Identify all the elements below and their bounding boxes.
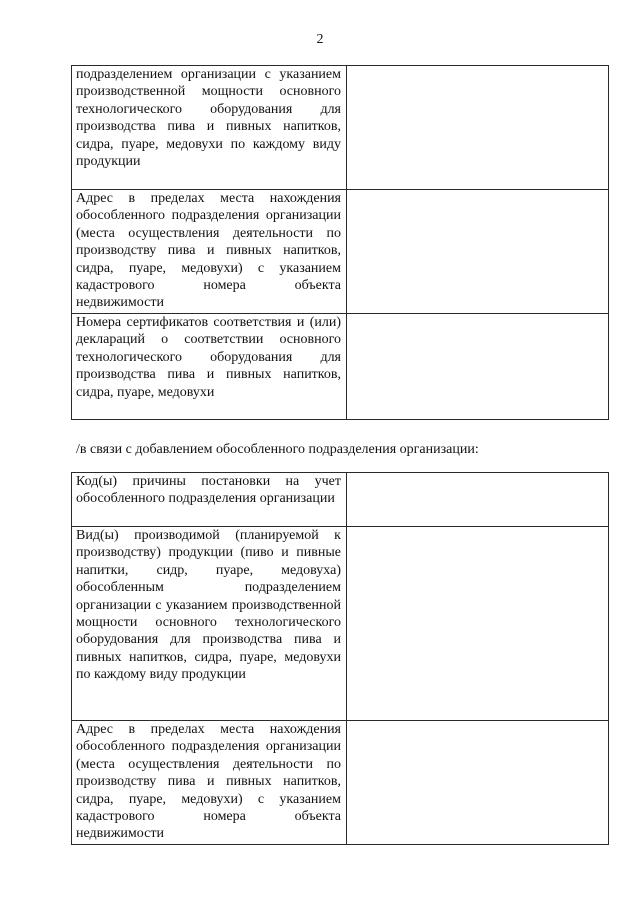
table-row <box>72 721 609 845</box>
table-row <box>72 527 609 721</box>
row-label-certificates: Номера сертификатов соответствия и (или) деклараций о соответствии основного технологического оборудования для производства пива и пивных напитков, сидра, пуаре, медовухи <box>72 314 347 420</box>
row-value-field[interactable] <box>347 66 609 190</box>
row-label-registration-reason-code: Код(ы) причины постановки на учет обособленного подразделения организации <box>72 473 347 527</box>
table-row <box>72 66 609 190</box>
row-label-address: Адрес в пределах места нахождения обособленного подразделения организации (места осуществления деятельности по производству пива и пивных напитков, сидра, пуаре, медовухи) с указанием кадастрового номера объекта недвижимости <box>72 190 347 314</box>
page-number: 2 <box>316 32 324 47</box>
row-label-production-capacity-continued: подразделением организации с указанием производственной мощности основного технологического оборудования для производства пива и пивных напитков, сидра, пуаре, медовухи по каждому виду продукции <box>72 66 347 190</box>
row-value-field[interactable] <box>347 527 609 721</box>
section-note: /в связи с добавлением обособленного подразделения организации: <box>76 442 479 457</box>
row-value-field[interactable] <box>347 314 609 420</box>
row-label-address: Адрес в пределах места нахождения обособленного подразделения организации (места осуществления деятельности по производству пива и пивных напитков, сидра, пуаре, медовухи) с указанием кадастрового номера объекта недвижимости <box>72 721 347 845</box>
form-table-continued <box>71 65 609 420</box>
table-row <box>72 473 609 527</box>
form-table-new-subdivision <box>71 472 609 845</box>
table-row <box>72 314 609 420</box>
row-value-field[interactable] <box>347 190 609 314</box>
row-value-field[interactable] <box>347 721 609 845</box>
row-label-product-types: Вид(ы) производимой (планируемой к производству) продукции (пиво и пивные напитки, сидр, пуаре, медовуха) обособленным подразделением организации с указанием производственной мощности основного технологического оборудования для производства пива и пивных напитков, сидра, пуаре, медовухи по каждому виду продукции <box>72 527 347 721</box>
row-value-field[interactable] <box>347 473 609 527</box>
table-row <box>72 190 609 314</box>
